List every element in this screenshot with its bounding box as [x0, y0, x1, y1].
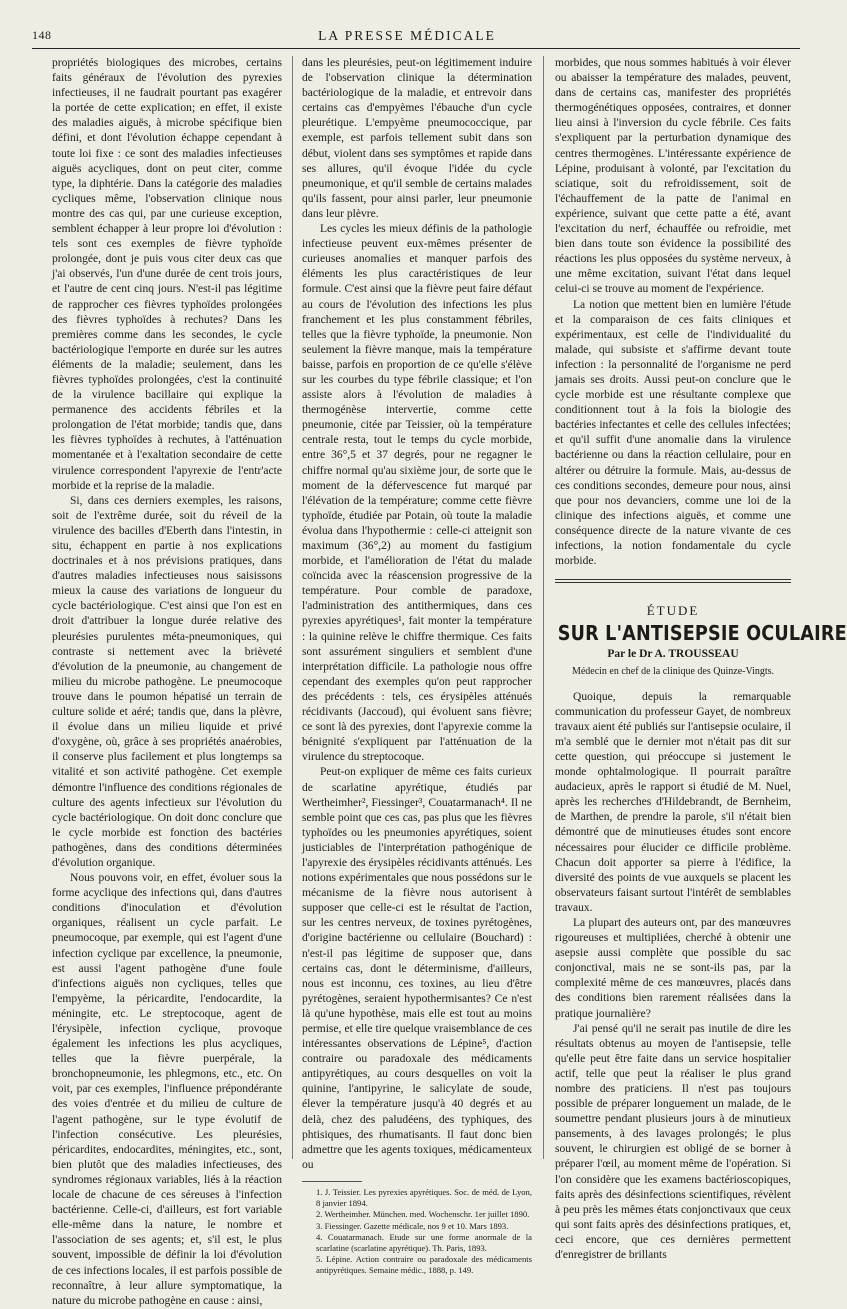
header-rule [32, 48, 800, 49]
paragraph: Peut-on expliquer de même ces faits curieux de scarlatine apyrétique, étudiés par Wertheimher², Fiessinger³, Couatarmanach⁴. Il ne semble point que ces cas, pas plus que les fièvres typhoïdes ou les pneumonies apyrétiques, soient justiciables de l'interprétation pathogénique de l'apyrexie des érysipèles récidivants atténués. Les notions expérimentales que nous possédons sur le mécanisme de la fièvre nous autorisent à supposer que celle-ci est le résultat de l'action, sur les centres nerveux, de toxines pyrétogènes, d'origine bactérienne ou cellulaire (Bouchard) : n'est-il pas légitime de supposer que, dans certains cas, dont le déterminisme, d'ailleurs, nous est inconnu, ces toxines, au lieu d'être pyrétogènes, seraient hypothermisantes? Ce n'est là qu'une hypothèse, mais elle est tout au moins permise, et elle tire quelque vraisemblance de ces intéressantes observations de Lépine⁵, d'action contraire ou paradoxale des médicaments antipyrétiques, au cours desquelles on voit la quinine, l'antipyrine, le salicylate de soude, élever la température jusqu'à 40 degrés et au delà, chez des paludéens, des typhiques, des phtisiques, des rhumatisants. Il faut donc bien admettre que les agents toxiques, médicamenteux ou [302, 766, 532, 1171]
article-author: Par le Dr A. TROUSSEAU [607, 648, 739, 661]
paragraph: Nous pouvons voir, en effet, évoluer sous la forme acyclique des infections qui, dans d'autres conditions d'inoculation et d'évolution organiques, réalisent un cycle parfait. Le pneumocoque, par exemple, qui est l'agent d'une infection cyclique par excellence, la pneumonie, est aussi l'agent pathogène d'une foule d'infections aiguës non cycliques, telles que l'empyème, la péricardite, l'endocardite, la méningite, etc. Le streptocoque, agent de l'érysipèle, infection cyclique, provoque également les infections les plus acycliques, telles que la fièvre puerpérale, la bronchopneumonie, les phlegmons, etc., etc. On voit, par ces exemples, l'influence prépondérante des voies d'entrée et du milieu de culture de l'agent pathogène, sur le type évolutif de l'infection consécutive. Les pleurésies, péricardites, endocardites, méningites, etc., sont, bien plutôt que des maladies infectieuses, des syndromes régionaux variables, liés à la réaction locale de chacune de ces séreuses à l'infection bactérienne. Celle-ci, d'ailleurs, est fort variable elle-même dans la nature, le nombre et l'association de ses agents; et, s'il est, le plus souvent, impossible de définir la loi d'évolution de ces infections locales, il est parfois possible de reconnaître, à leur allure symptomatique, la nature du microbe pathogène en cause : ainsi, [52, 872, 282, 1307]
paragraph: La plupart des auteurs ont, par des manœuvres rigoureuses et multipliées, cherché à obtenir une asepsie aussi complète que possible du sac conjonctival, mais ne se sont-ils pas, par la complexité même de ces manœuvres, placés dans des conditions bien rarement réalisées dans la pratique journalière? [555, 916, 791, 1020]
journal-title: LA PRESSE MÉDICALE [318, 28, 496, 43]
page-header [32, 28, 782, 50]
section-rule [555, 582, 791, 583]
paragraph: morbides, que nous sommes habitués à voir élever ou abaisser la température des malades, peuvent, dans de certains cas, manifester des propriétés thermogénétiques opposées, contraires, et donner lieu ainsi à l'inversion du cycle fébrile. Ces faits s'expliquent par la perturbation dynamique des centres thermogènes. L'intéressante expérience de Lépine, produisant à volonté, par l'excitation du sciatique, soit du refroidissement, soit de l'échauffement de la patte de l'animal en expérience, suivant que cette patte a été, avant l'excitation du nerf, échauffée ou refroidie, met bien dans toute son évidence la possibilité des réactions les plus opposées du système nerveux, à une même excitation, suivant l'état dans lequel celui-ci se trouve au moment de l'expérience. [555, 57, 791, 296]
footnote: 1. J. Teissier. Les pyrexies apyrétiques. Soc. de méd. de Lyon, 8 janvier 1894. [316, 1186, 532, 1209]
paragraph: Si, dans ces derniers exemples, les raisons, soit de l'extrême durée, soit du réveil de la virulence des bacilles d'Eberth dans l'intestin, in situ, échappent en partie à nos explications doctrinales et à nos prévisions pratiques, dans d'autres maladies infectieuses nous saisissons mieux la cause des variations de longueur du cycle bactériologique. C'est ainsi que l'on est en droit d'attribuer la longue durée relative des pleurésies purulentes méta-pneumoniques, qui contraste si nettement avec la brièveté d'évolution de la pneumonie, au changement de milieu du microbe pathogène. Le pneumocoque trouve dans le poumon hépatisé un terrain de culture solide et aéré; tandis que, dans la plèvre, il évolue dans un milieu liquide et privé d'oxygène, où, grâce à ses propriétés anaérobies, il conserve plus facilement et plus longtemps sa vitalité et son activité pathogène. Cet exemple démontre l'influence des conditions régionales de culture des agents infectieux sur l'évolution du cycle bactériologique. On doit donc conclure que le cycle morbide est fonction des bactéries pathogènes, dans des conditions déterminées d'évolution organique. [52, 494, 282, 869]
column-2 [302, 56, 532, 1276]
footnotes [302, 1181, 532, 1277]
paragraph: Les cycles les mieux définis de la pathologie infectieuse peuvent eux-mêmes présenter de curieuses anomalies et manquer parfois des éléments les plus caractéristiques de leur formule. C'est ainsi que la fièvre peut faire défaut au cours de l'évolution des infections les plus franchement et les plus constamment fébriles, telles que la fièvre typhoïde, la pneumonie. Non seulement la fièvre manque, mais la température baisse, parfois en proportion de ce qu'elle s'élève sur les courbes du type fébrile classique; et l'on assiste alors à l'évolution de maladies à thermogénèse intervertie, comme cette pneumonie, citée par Teissier, où la température centrale resta, tout le temps du cycle morbide, entre 36°,5 et 37 degrés, pour ne regagner le chiffre normal qu'au sixième jour, de sorte que le moment de la défervescence fut marqué par l'élévation de la température; comme cette fièvre typhoïde, étudiée par Potain, où toute la maladie évolua dans l'hypothermie : celle-ci atteignit son maximum (36°,2) au moment du fastigium morbide, et l'amélioration de l'état du malade coïncida avec la réascension progressive de la température. Pour comble de paradoxe, l'administration des antithermiques, dans ces pyrexies apyrétiques¹, fait monter la température : la quinine relève le chiffre thermique. Ces faits sont assurément singuliers et semblent d'une interprétation difficile. La pathologie nous offre cependant des exemples qu'on peut rapprocher des précédents : tels, ces érysipèles atténués récidivants (Jaccoud), qui évoluent sans fièvre; ce sont là des pyrexies, dont l'apyrexie comme la bénignité s'expliquent par l'atténuation de la virulence du streptocoque. [302, 223, 532, 764]
paragraph: dans les pleurésies, peut-on légitimement induire de l'observation clinique la détermination bactériologique de la maladie, et entrevoir dans certains cas d'empyèmes l'ébauche d'un cycle pleurétique. L'empyème pneumococcique, par exemple, est parfois tellement subit dans son début, violent dans ses symptômes et rapide dans ses allures, qu'il évoque l'idée du cycle pneumonique, et qu'il semble de certains malades qu'ils fassent, pour ainsi parler, leur pneumonie dans leur plèvre. [302, 57, 532, 220]
footnote: 3. Fiessinger. Gazette médicale, nos 9 et 10. Mars 1893. [316, 1220, 509, 1231]
paragraph: Quoique, depuis la remarquable communication du professeur Gayet, de nombreux travaux aient été publiés sur l'antisepsie oculaire, il m'a semblé que le dernier mot n'était pas dit sur cette question, qui préoccupe si justement le monde ophtalmologique. Il pourrait paraître audacieux, après le rapport si étudié de M. Nuel, après les recherches d'Hildebrandt, de Bernheim, de Marthen, de prendre la parole, s'il n'était bien démontré que de minutieuses études sont encore nécessaires pour élucider ce difficile problème. Chacun doit apporter sa pierre à l'édifice, la diversité des points de vue auxquels se placent les observateurs faisant surtout l'intérêt de semblables travaux. [555, 690, 791, 914]
column-divider [543, 56, 544, 1159]
footnote: 2. Wertheimher. München. med. Wochenschr. 1er juillet 1890. [316, 1209, 530, 1220]
section-label: ÉTUDE [646, 603, 700, 619]
column-divider [292, 56, 293, 1159]
paragraph: propriétés biologiques des microbes, certains faits généraux de l'évolution des pyrexies infectieuses, il ne faudrait pourtant pas exagérer la portée de cette explication; en effet, il existe des maladies aiguës, à microbe spécifique bien défini, et dont l'évolution échappe cependant à toute loi fixe : ce sont des maladies infectieuses aiguës acycliques, dont on peut citer, comme type, la diphtérie. Dans la catégorie des maladies cycliques même, l'observation clinique nous montre des cas qui, par une curieuse exception, semblent échapper à leur propre loi d'évolution : tels sont ces exemples de fièvre typhoïde prolongée, dont je puis vous citer deux cas que j'ai observés, l'un d'une durée de cent trois jours, et l'autre de cent cinq jours. N'est-il pas légitime de rapprocher ces fièvres typhoïdes prolongées des fièvres typhoïdes à rechutes? Dans les premières comme dans les secondes, le cycle bactériologique l'emporte en durée sur les autres éléments de la maladie; seulement, dans les fièvres typhoïdes prolongées, c'est la continuité de la virulence bacillaire qui explique la permanence des accidents fébriles et la prolongation de l'état morbide; tandis que, dans les fièvres typhoïdes à rechutes, à l'atténuation momentanée et à l'exaltation secondaire de cette virulence correspondent l'apyrexie de l'entr'acte morbide et la reprise de la maladie. [52, 57, 282, 492]
page-number: 148 [32, 28, 52, 42]
footnote: 5. Lépine. Action contraire ou paradoxale des médicaments antipyrétiques. Semaine médic., 1888, p. 149. [316, 1254, 532, 1276]
section-rule [555, 579, 791, 580]
footnote-rule [302, 1181, 362, 1182]
paragraph: J'ai pensé qu'il ne serait pas inutile de dire les résultats obtenus au moyen de l'antisepsie, telle qu'elle peut être faite dans un service hospitalier actif, telle que peut la réaliser le plus grand nombre des praticiens. Il n'est pas toujours possible de préparer longuement un malade, de le soumettre pendant plusieurs jours à de minutieux pansements, à des lavages prolongés; le plus souvent, le chirurgien est obligé de se borner à préparer l'œil, au moment même de l'opération. Si l'on considère que les examens bactérioscopiques, faits après des désinfections scientifiques, révèlent à peu près les mêmes états conjonctivaux que ceux qui sont faits après des désinfections pratiques, et, ceci encore, que ces dernières permettent d'enregistrer de brillants [555, 1022, 791, 1262]
column-1 [52, 56, 282, 1307]
author-affiliation: Médecin en chef de la clinique des Quinze-Vingts. [571, 666, 775, 678]
column-3 [555, 56, 847, 1262]
article-title: SUR L'ANTISEPSIE OCULAIRE [557, 621, 847, 646]
footnote: 4. Couatarmanach. Etude sur une forme anormale de la scarlatine (scarlatine apyrétique). Th. Paris, 1893. [316, 1231, 532, 1253]
paragraph: La notion que mettent bien en lumière l'étude et la comparaison de ces faits cliniques et expérimentaux, est celle de l'individualité du malade, qui subsiste et s'affirme devant toute infection : la personnalité de l'organisme ne perd jamais ses droits. Aussi peut-on conclure que le cycle morbide est une résultante complexe que conditionnent tout à la fois la biologie des bactéries infectantes et celle des cellules infectées; et qu'il suffit d'une anomalie dans la virulence bactérienne ou dans la réaction cellulaire, pour en altérer ou détruire la formule. Mais, au-dessus de ces conditions secondes, demeure pour nous, ainsi que pour nos devanciers, comme une loi de la clinique des infections aiguës, et comme une conséquence directe de la nature vivante de ces infections, la notion fondamentale du cycle morbide. [555, 298, 791, 568]
